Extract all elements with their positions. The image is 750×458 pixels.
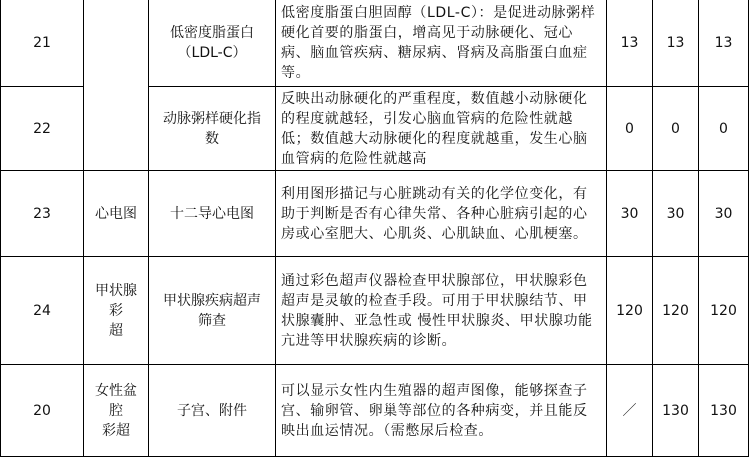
price-cell: 120 — [653, 257, 699, 365]
row-number: 21 — [1, 0, 84, 87]
row-number: 22 — [1, 87, 84, 171]
table-row — [1, 257, 749, 365]
price-cell: 30 — [653, 171, 699, 257]
price-cell: 30 — [699, 171, 749, 257]
item-description: 反映出动脉硬化的严重程度，数值越小动脉硬化的程度就越轻，引发心脑血管病的危险性就越低；数值越大动脉硬化的程度就越重，发生心脑血管病的危险性就越高 — [276, 87, 607, 171]
table-row — [1, 171, 749, 257]
row-number: 20 — [1, 365, 84, 457]
price-cell: 13 — [653, 0, 699, 87]
item-name: 低密度脂蛋白 （LDL-C） — [149, 0, 276, 87]
row-number: 24 — [1, 257, 84, 365]
price-cell: 130 — [699, 365, 749, 457]
category-cell: 女性盆腔 彩超 — [84, 365, 149, 457]
price-cell: 13 — [607, 0, 653, 87]
item-name: 甲状腺疾病超声 筛查 — [149, 257, 276, 365]
item-description: 低密度脂蛋白胆固醇（LDL-C）：是促进动脉粥样硬化首要的脂蛋白，增高见于动脉硬化、冠心病、脑血管疾病、糖尿病、肾病及高脂蛋白血症等。 — [276, 0, 607, 87]
price-cell: ／ — [607, 365, 653, 457]
price-cell: 120 — [607, 257, 653, 365]
price-cell: 0 — [699, 87, 749, 171]
price-cell: 0 — [653, 87, 699, 171]
price-cell: 30 — [607, 171, 653, 257]
price-cell: 13 — [699, 0, 749, 87]
table-row — [1, 365, 749, 457]
price-cell: 120 — [699, 257, 749, 365]
price-cell: 130 — [653, 365, 699, 457]
price-cell: 0 — [607, 87, 653, 171]
category-cell — [84, 0, 149, 171]
table-row — [1, 0, 749, 87]
item-description: 利用图形描记与心脏跳动有关的化学位变化，有助于判断是否有心律失常、各种心脏病引起的心房或心室肥大、心肌炎、心肌缺血、心肌梗塞。 — [276, 171, 607, 257]
item-name: 子宫、附件 — [149, 365, 276, 457]
category-cell: 甲状腺彩 超 — [84, 257, 149, 365]
item-name: 动脉粥样硬化指 数 — [149, 87, 276, 171]
item-description: 可以显示女性内生殖器的超声图像，能够探查子宫、输卵管、卵巢等部位的各种病变，并且能反映出血运情况。（需憋尿后检查。 — [276, 365, 607, 457]
category-cell: 心电图 — [84, 171, 149, 257]
item-name: 十二导心电图 — [149, 171, 276, 257]
row-number: 23 — [1, 171, 84, 257]
item-description: 通过彩色超声仪器检查甲状腺部位，甲状腺彩色超声是灵敏的检查手段。可用于甲状腺结节、甲状腺囊肿、亚急性或 慢性甲状腺炎、甲状腺功能亢进等甲状腺疾病的诊断。 — [276, 257, 607, 365]
